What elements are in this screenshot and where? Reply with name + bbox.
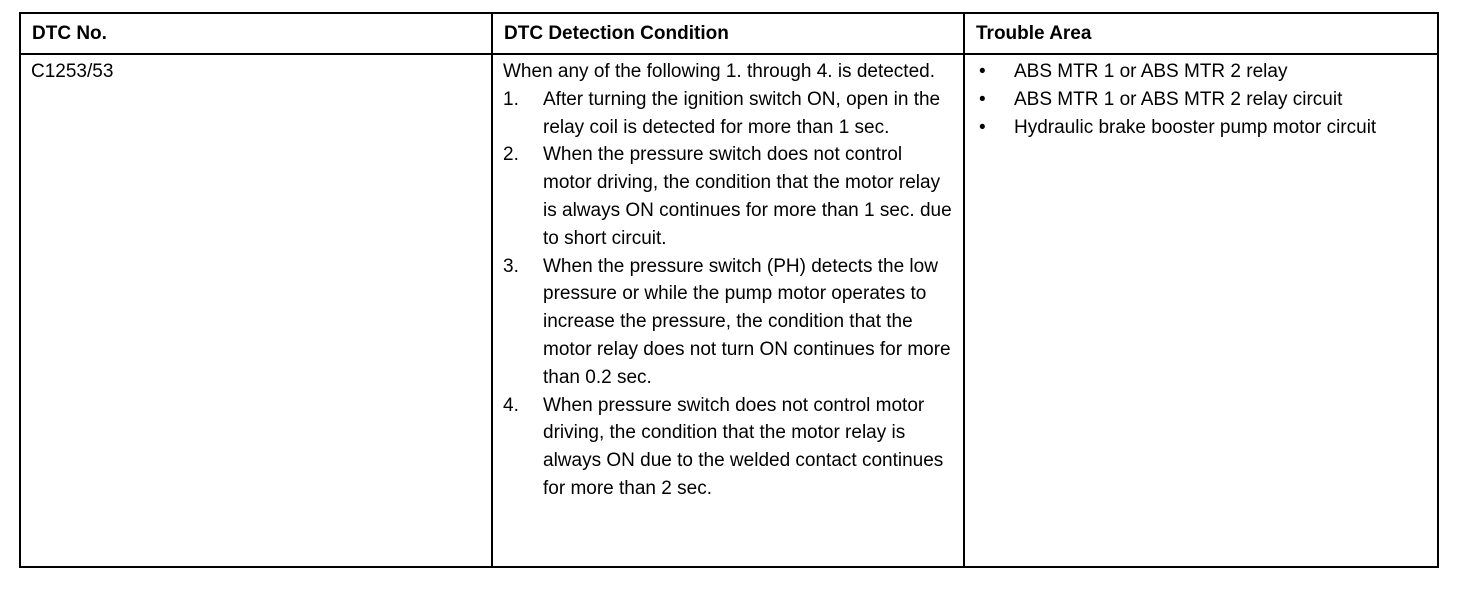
trouble-area-list [975,58,1429,141]
trouble-area-item [975,58,1429,86]
trouble-area-item [975,114,1429,142]
condition-item [503,141,955,252]
bullet-icon: • [979,61,986,82]
dtc-no-cell: C1253/53 [20,54,492,567]
condition-text: After turning the ignition switch ON, open in the relay coil is detected for more than 1 sec. [543,88,941,138]
condition-number: 2. [503,144,519,166]
condition-item [503,86,955,142]
trouble-area-text: ABS MTR 1 or ABS MTR 2 relay circuit [1014,88,1343,110]
condition-number: 4. [503,394,519,416]
detection-condition-cell [492,54,964,567]
condition-list [503,86,955,503]
bullet-icon: • [979,116,986,138]
condition-text: When the pressure switch (PH) detects the low pressure or while the pump motor operates to increase the pressure, the condition that the motor relay does not turn ON continues for more than 0.2 sec. [543,255,951,388]
condition-number: 3. [503,255,519,277]
condition-text: When pressure switch does not control motor driving, the condition that the motor relay is always ON due to the welded contact continues for more than 2 sec. [543,394,944,499]
condition-intro: When any of the following 1. through 4. is detected. [503,61,935,82]
condition-text: When the pressure switch does not control motor driving, the condition that the motor relay is always ON continues for more than 1 sec. due to short circuit. [543,144,952,249]
header-dtc-no: DTC No. [20,13,492,54]
trouble-area-text: Hydraulic brake booster pump motor circuit [1014,116,1377,138]
table-row [20,54,1438,567]
bullet-icon: • [979,88,986,110]
table-header [20,13,1438,54]
table-body [20,54,1438,567]
dtc-table [19,12,1439,568]
header-row [20,13,1438,54]
header-trouble-area: Trouble Area [964,13,1438,54]
condition-item [503,392,955,503]
header-detection-condition: DTC Detection Condition [492,13,964,54]
condition-number: 1. [503,88,519,110]
trouble-area-text: ABS MTR 1 or ABS MTR 2 relay [1014,61,1288,82]
condition-item [503,253,955,392]
trouble-area-cell [964,54,1438,567]
trouble-area-item [975,86,1429,114]
